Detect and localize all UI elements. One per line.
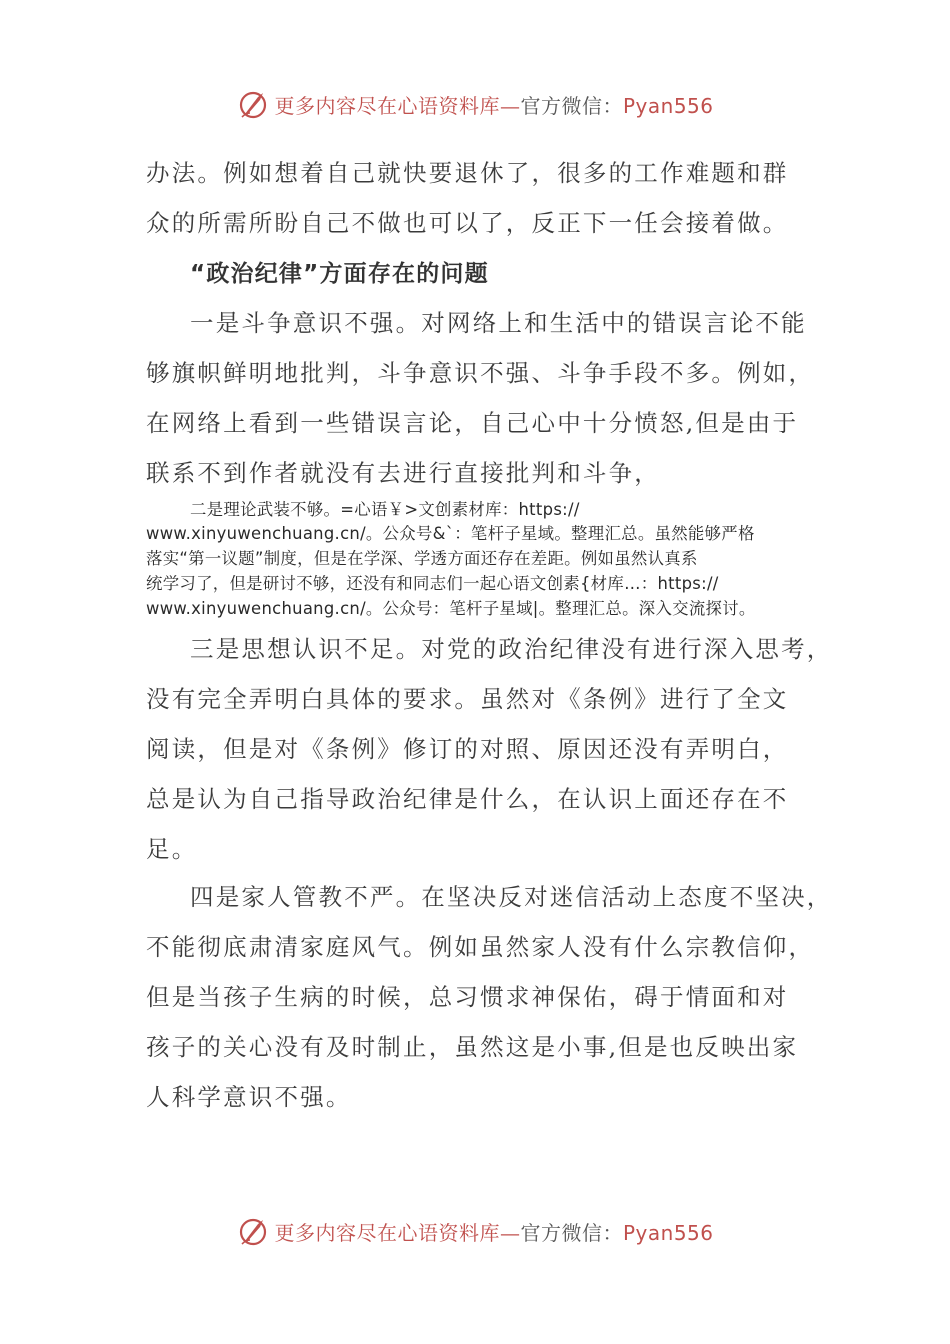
paragraph-one-line-2: 够旗帜鲜明地批判，斗争意识不强、斗争手段不多。例如， bbox=[146, 359, 815, 387]
footer-banner-text bbox=[274, 1217, 713, 1246]
pen-logo-icon bbox=[236, 1214, 270, 1248]
paragraph-two-line-1: 二是理论武装不够。=心语￥>文创素材库：https:// bbox=[190, 500, 580, 519]
header-banner bbox=[0, 84, 950, 124]
pen-logo-icon bbox=[236, 87, 270, 121]
intro-line-1: 办法。例如想着自己就快要退休了，很多的工作难题和群 bbox=[146, 159, 789, 187]
paragraph-two-line-3: 落实“第一议题”制度，但是在学深、学透方面还存在差距。例如虽然认真系 bbox=[146, 549, 698, 568]
paragraph-four-line-5: 人科学意识不强。 bbox=[146, 1083, 352, 1111]
header-banner-text bbox=[274, 90, 713, 119]
header-dash: — bbox=[499, 93, 521, 118]
paragraph-four-line-1: 四是家人管教不严。在坚决反对迷信活动上态度不坚决， bbox=[190, 883, 833, 911]
intro-line-2: 众的所需所盼自己不做也可以了，反正下一任会接着做。 bbox=[146, 209, 789, 237]
paragraph-one-line-1: 一是斗争意识不强。对网络上和生活中的错误言论不能 bbox=[190, 309, 807, 337]
paragraph-three-line-5: 足。 bbox=[146, 835, 198, 863]
section-heading: “政治纪律”方面存在的问题 bbox=[190, 261, 489, 287]
paragraph-two-line-2: www.xinyuwenchuang.cn/。公众号&`：笔杆子星域。整理汇总。虽然能够严格 bbox=[146, 524, 755, 543]
footer-wechat-id: Pyan556 bbox=[622, 1220, 714, 1245]
header-wechat-label: 官方微信： bbox=[520, 93, 623, 118]
footer-banner bbox=[0, 1211, 950, 1251]
header-site-text: 更多内容尽在心语资料库 bbox=[274, 93, 500, 118]
footer-site-text: 更多内容尽在心语资料库 bbox=[274, 1220, 500, 1245]
footer-wechat-label: 官方微信： bbox=[520, 1220, 623, 1245]
paragraph-three-line-4: 总是认为自己指导政治纪律是什么，在认识上面还存在不 bbox=[146, 785, 789, 813]
paragraph-four-line-4: 孩子的关心没有及时制止，虽然这是小事,但是也反映出家 bbox=[146, 1033, 799, 1061]
paragraph-three-line-2: 没有完全弄明白具体的要求。虽然对《条例》进行了全文 bbox=[146, 685, 789, 713]
header-wechat-id: Pyan556 bbox=[622, 93, 714, 118]
paragraph-one-line-3: 在网络上看到一些错误言论，自己心中十分愤怒,但是由于 bbox=[146, 409, 799, 437]
paragraph-three-line-3: 阅读，但是对《条例》修订的对照、原因还没有弄明白， bbox=[146, 735, 789, 763]
paragraph-four-line-2: 不能彻底肃清家庭风气。例如虽然家人没有什么宗教信仰， bbox=[146, 933, 815, 961]
footer-dash: — bbox=[499, 1220, 521, 1245]
paragraph-two-line-4: 统学习了，但是研讨不够，还没有和同志们一起心语文创素{材库…：https:// bbox=[146, 574, 719, 593]
paragraph-two-line-5: www.xinyuwenchuang.cn/。公众号：笔杆子星域|。整理汇总。深入交流探讨。 bbox=[146, 599, 756, 618]
paragraph-three-line-1: 三是思想认识不足。对党的政治纪律没有进行深入思考， bbox=[190, 635, 833, 663]
paragraph-four-line-3: 但是当孩子生病的时候，总习惯求神保佑，碍于情面和对 bbox=[146, 983, 789, 1011]
paragraph-one-line-4: 联系不到作者就没有去进行直接批判和斗争， bbox=[146, 459, 660, 487]
